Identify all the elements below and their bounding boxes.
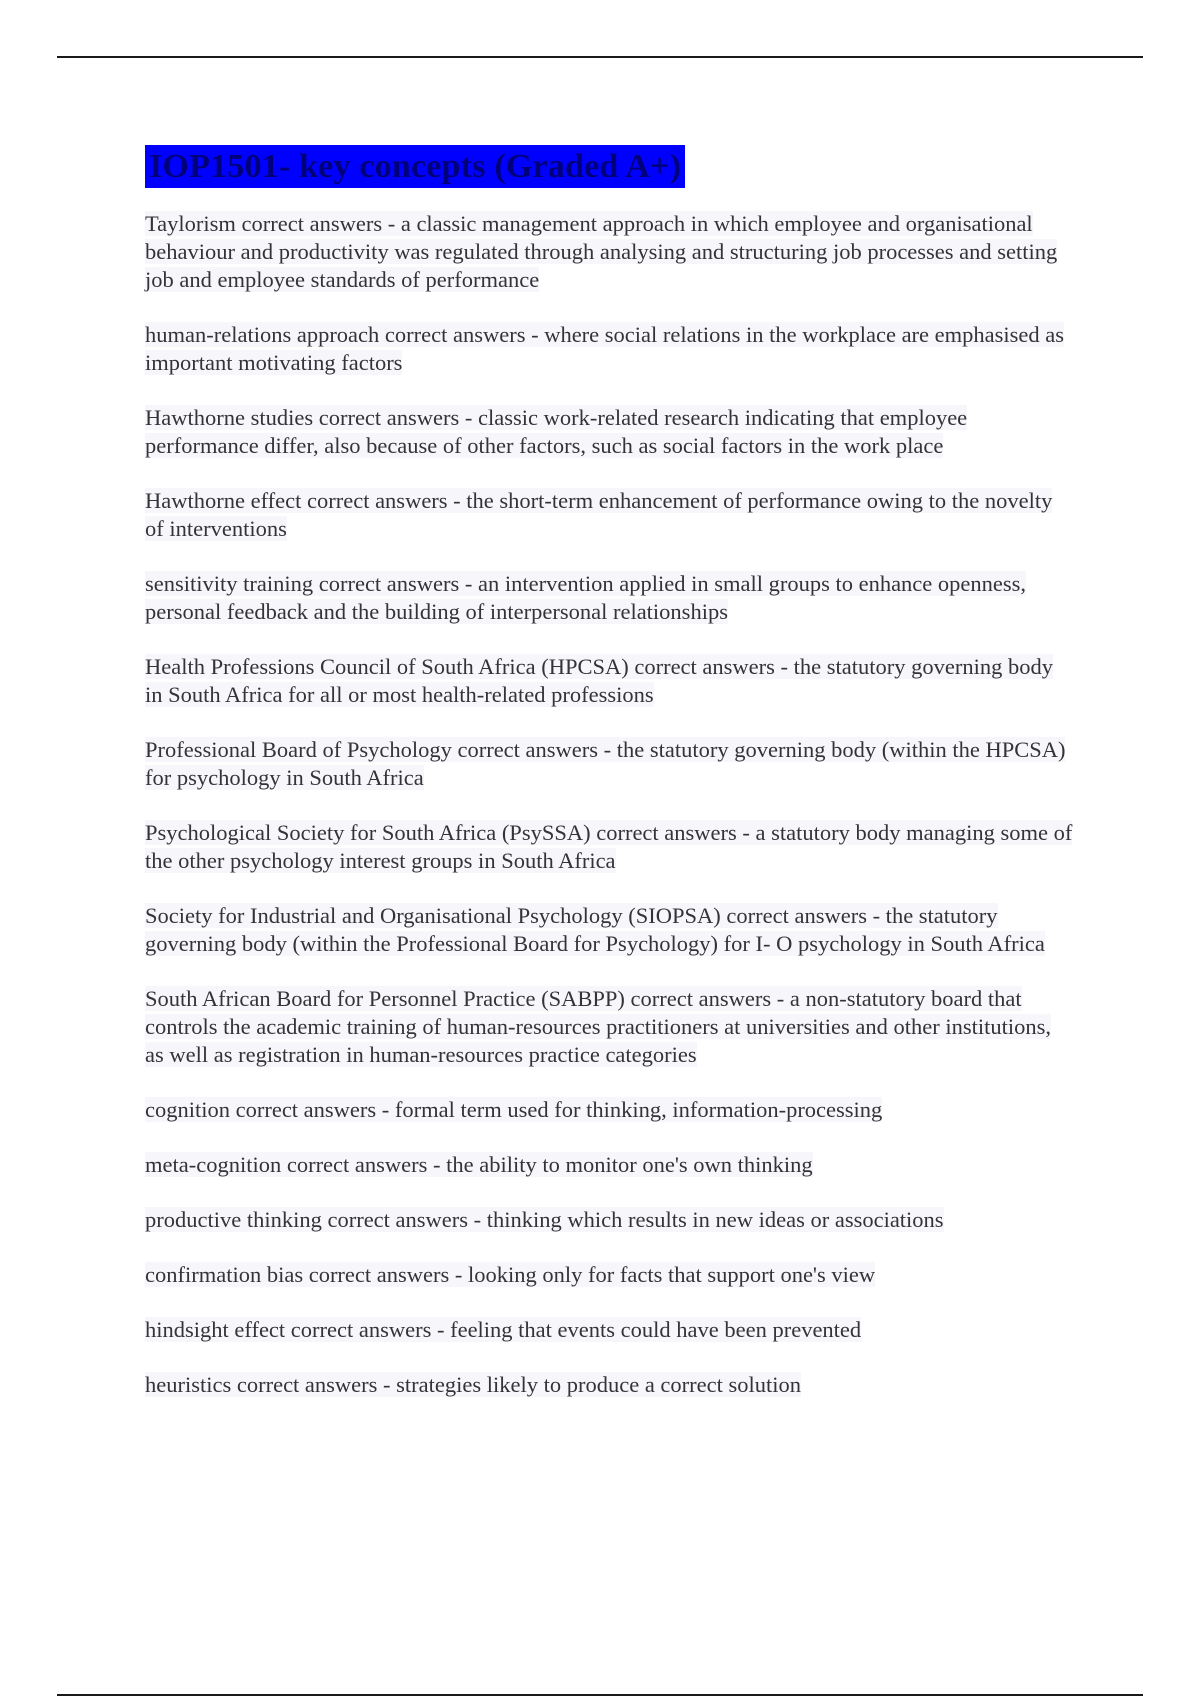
entry-productive-thinking: productive thinking correct answers - thinking which results in new ideas or associations [145,1207,944,1232]
entry-heuristics: heuristics correct answers - strategies likely to produce a correct solution [145,1372,802,1397]
entry-meta-cognition: meta-cognition correct answers - the ability to monitor one's own thinking [145,1152,813,1177]
top-rule [57,56,1143,58]
entry-hawthorne-studies: Hawthorne studies correct answers - classic work-related research indicating that employee performance differ, also because of other factors, such as social factors in the work place [145,405,968,458]
entry-hindsight-effect: hindsight effect correct answers - feeling that events could have been prevented [145,1317,862,1342]
entry-taylorism: Taylorism correct answers - a classic management approach in which employee and organisational behaviour and productivity was regulated through analysing and structuring job processes and setting job and employee standards of performance [145,211,1058,292]
document-title: IOP1501- key concepts (Graded A+) [145,145,685,188]
entry-cognition: cognition correct answers - formal term used for thinking, information-processing [145,1097,883,1122]
entry-siopsa: Society for Industrial and Organisational Psychology (SIOPSA) correct answers - the statutory governing body (within the Professional Board for Psychology) for I- O psychology in South Africa [145,903,1045,956]
document-body [145,145,1075,1426]
entry-sabpp: South African Board for Personnel Practice (SABPP) correct answers - a non-statutory board that controls the academic training of human-resources practitioners at universities and other institutions, as well as registration in human-resources practice categories [145,986,1051,1067]
entry-human-relations: human-relations approach correct answers - where social relations in the workplace are emphasised as important motivating factors [145,322,1064,375]
entry-list [145,210,1075,1399]
entry-hawthorne-effect: Hawthorne effect correct answers - the short-term enhancement of performance owing to the novelty of interventions [145,488,1053,541]
entry-hpcsa: Health Professions Council of South Africa (HPCSA) correct answers - the statutory governing body in South Africa for all or most health-related professions [145,654,1053,707]
entry-psyssa: Psychological Society for South Africa (PsySSA) correct answers - a statutory body managing some of the other psychology interest groups in South Africa [145,820,1073,873]
entry-professional-board: Professional Board of Psychology correct answers - the statutory governing body (within the HPCSA) for psychology in South Africa [145,737,1066,790]
bottom-rule [57,1694,1143,1696]
entry-confirmation-bias: confirmation bias correct answers - looking only for facts that support one's view [145,1262,876,1287]
entry-sensitivity-training: sensitivity training correct answers - an intervention applied in small groups to enhance openness, personal feedback and the building of interpersonal relationships [145,571,1027,624]
